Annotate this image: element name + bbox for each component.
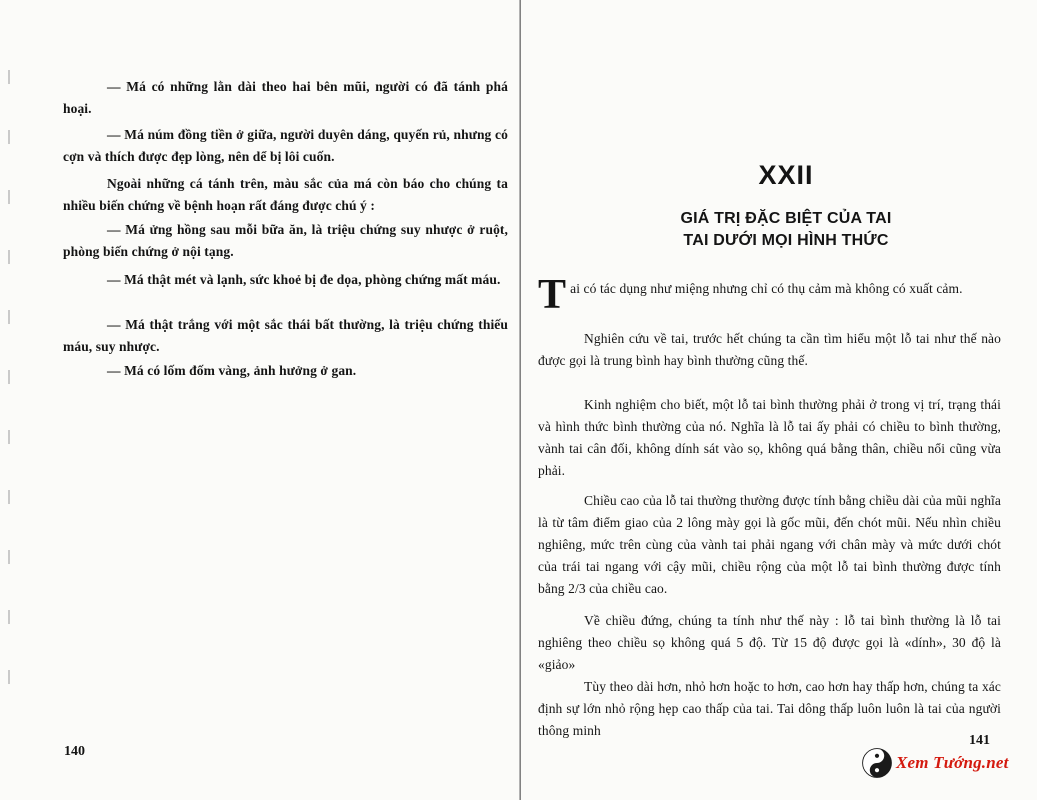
- site-watermark: [862, 748, 1009, 778]
- left-page-number: 140: [64, 744, 85, 759]
- watermark-text: Xem Tướng.net: [896, 753, 1009, 772]
- scan-edge-mark: [8, 70, 10, 690]
- chapter-title-line-2: TAI DƯỚI MỌI HÌNH THỨC: [683, 232, 889, 249]
- opening-paragraph: [538, 272, 1001, 318]
- left-paragraph-7: — Má có lốm đốm vàng, ảnh hưởng ở gan.: [107, 363, 357, 378]
- right-paragraph-3: Chiều cao của lỗ tai thường thường được tính bằng chiều dài của mũi nghĩa là từ tâm điểm giao của 2 lông mày gọi là gốc mũi, đến chót mũi. Nếu nhìn chiều nghiêng, mức trên cùng của vành tai phải ngang với chân mày và mức dưới chót của trái tai ngang với cậy mũi, chiều rộng của một lỗ tai bình thường được tính bằng 2/3 của chiều cao.: [538, 493, 1001, 596]
- opening-paragraph-text: ai có tác dụng như miệng nhưng chỉ có thụ cảm mà không có xuất cảm.: [570, 281, 963, 296]
- right-page: [521, 0, 1037, 800]
- chapter-title-line-1: GIÁ TRỊ ĐẶC BIỆT CỦA TAI: [680, 210, 892, 227]
- left-paragraph-4: — Má ửng hồng sau mỗi bữa ăn, là triệu chứng suy nhược ở ruột, phòng biến chứng ở nội tạng.: [63, 222, 508, 259]
- left-paragraph-3: Ngoài những cá tánh trên, màu sắc của má còn báo cho chúng ta nhiều biến chứng về bệnh hoạn rất đáng được chú ý :: [63, 176, 508, 213]
- left-paragraph-6: — Má thật trắng với một sắc thái bất thường, là triệu chứng thiếu máu, suy nhược.: [63, 317, 508, 354]
- right-page-number: 141: [969, 733, 990, 748]
- right-paragraph-4: Về chiều đứng, chúng ta tính như thế này : lỗ tai bình thường là lỗ tai nghiêng theo chiều sọ không quá 5 độ. Từ 15 độ được gọi là «dính», 30 độ là «giảo»: [538, 613, 1001, 672]
- right-paragraph-2: Kinh nghiệm cho biết, một lỗ tai bình thường phải ở trong vị trí, trạng thái và hình thức bình thường của nó. Nghĩa là lỗ tai ấy phải có chiều to bình thường, vành tai cân đối, không dính sát vào sọ, không quá bằng thân, chiều nổi cũng vừa phải.: [538, 397, 1001, 478]
- right-paragraph-1: Nghiên cứu về tai, trước hết chúng ta cần tìm hiểu một lỗ tai như thế nào được gọi là trung bình hay bình thường cũng thế.: [538, 331, 1001, 368]
- chapter-number: XXII: [758, 160, 814, 190]
- right-paragraph-5: Tùy theo dài hơn, nhỏ hơn hoặc to hơn, cao hơn hay thấp hơn, chúng ta xác định sự lớn nhỏ rộng hẹp cao thấp của tai. Tai dông thấp luôn luôn là tai của người thông minh: [538, 679, 1001, 738]
- left-paragraph-1: — Má có những lằn dài theo hai bên mũi, người có đã tánh phá hoại.: [63, 79, 508, 116]
- left-paragraph-5: — Má thật mét và lạnh, sức khoẻ bị đe dọa, phòng chứng mất máu.: [107, 272, 501, 287]
- yin-yang-icon: [862, 748, 892, 778]
- left-paragraph-2: — Má núm đồng tiền ở giữa, người duyên dáng, quyến rủ, nhưng có cợn và thích được đẹp lòng, nên dể bị lôi cuốn.: [63, 127, 508, 164]
- drop-cap: T: [538, 272, 567, 318]
